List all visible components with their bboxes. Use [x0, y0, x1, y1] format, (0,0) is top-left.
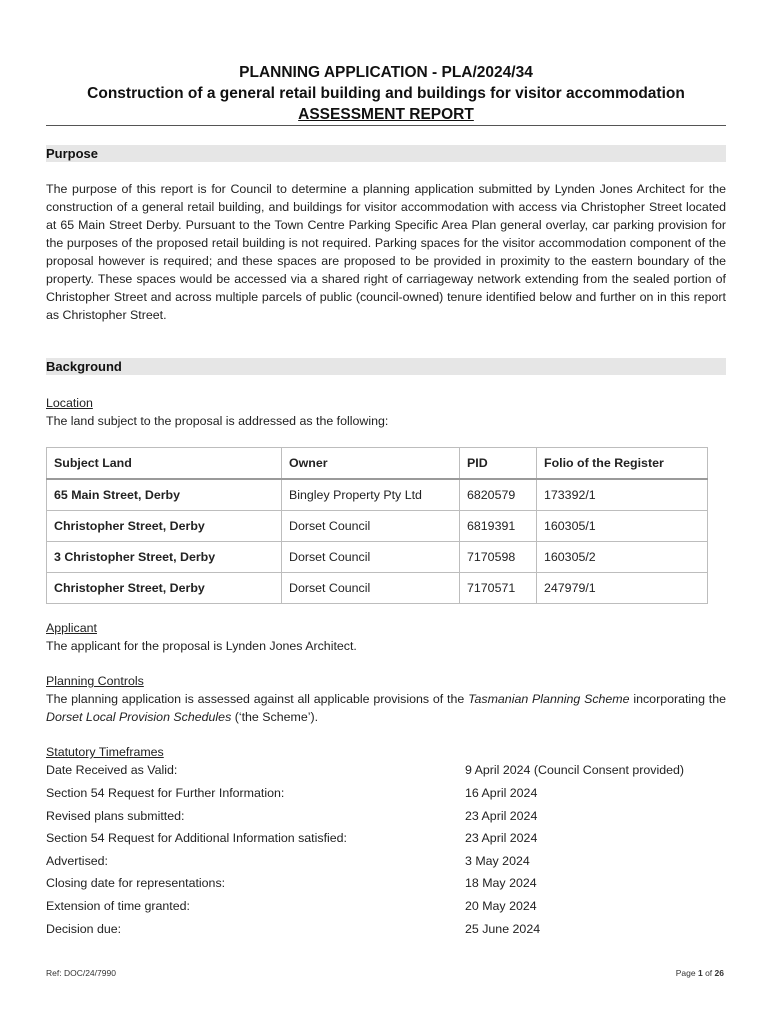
purpose-heading: Purpose: [46, 145, 726, 162]
timeframe-label: Section 54 Request for Additional Information satisfied:: [46, 831, 347, 845]
page-prefix: Page: [675, 968, 698, 978]
scheme-name: Tasmanian Planning Scheme: [468, 692, 630, 706]
cell-pid: 6819391: [460, 511, 537, 542]
background-heading: Background: [46, 358, 726, 375]
subject-land-table: [46, 447, 708, 604]
report-type: ASSESSMENT REPORT: [298, 106, 474, 123]
timeframe-label: Decision due:: [46, 922, 122, 936]
timeframe-value: 3 May 2024: [465, 854, 530, 868]
cell-owner: Bingley Property Pty Ltd: [282, 479, 460, 511]
timeframe-label: Advertised:: [46, 854, 108, 868]
column-header-owner: Owner: [282, 448, 460, 480]
timeframe-value: 20 May 2024: [465, 899, 537, 913]
document-reference: Ref: DOC/24/7990: [46, 968, 116, 978]
column-header-pid: PID: [460, 448, 537, 480]
planning-text-part: (‘the Scheme’).: [231, 710, 319, 724]
cell-subject-land: 65 Main Street, Derby: [47, 479, 282, 511]
current-page: 1: [697, 968, 703, 978]
timeframe-row: [46, 782, 726, 804]
timeframe-row: [46, 872, 726, 894]
timeframe-value: 23 April 2024: [465, 831, 538, 845]
table-header-row: [47, 448, 708, 480]
page-number: [676, 968, 724, 978]
application-description: Construction of a general retail building and buildings for visitor accommodation: [87, 85, 685, 102]
timeframe-value: 9 April 2024 (Council Consent provided): [465, 763, 685, 777]
cell-pid: 7170571: [460, 573, 537, 604]
timeframe-row: [46, 850, 726, 872]
timeframe-value: 16 April 2024: [465, 786, 538, 800]
cell-pid: 7170598: [460, 542, 537, 573]
column-header-subject-land: Subject Land: [47, 448, 282, 480]
report-title: [46, 62, 726, 125]
timeframe-label: Date Received as Valid:: [46, 763, 178, 777]
cell-folio: 160305/2: [537, 542, 708, 573]
schedule-name: Dorset Local Provision Schedules: [46, 710, 232, 724]
total-pages: 26: [714, 968, 724, 978]
page-of: of: [702, 968, 715, 978]
cell-subject-land: Christopher Street, Derby: [47, 573, 282, 604]
cell-pid: 6820579: [460, 479, 537, 511]
application-number: PLANNING APPLICATION - PLA/2024/34: [239, 64, 533, 81]
cell-owner: Dorset Council: [282, 573, 460, 604]
applicant-text: The applicant for the proposal is Lynden Jones Architect.: [46, 639, 357, 653]
cell-subject-land: Christopher Street, Derby: [47, 511, 282, 542]
cell-folio: 247979/1: [537, 573, 708, 604]
table-row: [47, 479, 708, 511]
timeframe-value: 18 May 2024: [465, 876, 537, 890]
timeframe-row: [46, 805, 726, 827]
location-text: The land subject to the proposal is addressed as the following:: [46, 414, 389, 428]
timeframe-row: [46, 918, 726, 940]
planning-controls-text: [46, 690, 726, 726]
cell-folio: 160305/1: [537, 511, 708, 542]
column-header-folio: Folio of the Register: [537, 448, 708, 480]
timeframe-row: [46, 759, 726, 781]
cell-owner: Dorset Council: [282, 542, 460, 573]
cell-owner: Dorset Council: [282, 511, 460, 542]
timeframes-heading: Statutory Timeframes: [46, 745, 164, 759]
purpose-text: The purpose of this report is for Council to determine a planning application submitted by Lynden Jones Architect for the construction of a general retail building, and buildings for visitor accommodation with access via Christopher Street located at 65 Main Street Derby. Pursuant to the Town Centre Parking Specific Area Plan general overlay, car parking provision for the purposes of the proposed retail building is not required. Parking spaces for the visitor accommodation component of the proposal however is required; and these spaces are proposed to be provided in proximity to the eastern boundary of the property. These spaces would be accessed via a shared right of carriageway network extending from the sealed portion of Christopher Street and across multiple parcels of public (council-owned) tenure identified below and further on in this report as Christopher Street.: [46, 182, 726, 322]
planning-text-part: The planning application is assessed against all applicable provisions of the: [46, 692, 469, 706]
timeframe-label: Extension of time granted:: [46, 899, 190, 913]
timeframe-value: 25 June 2024: [465, 922, 541, 936]
timeframe-value: 23 April 2024: [465, 809, 538, 823]
title-divider: [46, 125, 726, 126]
timeframe-label: Closing date for representations:: [46, 876, 226, 890]
planning-controls-heading: Planning Controls: [46, 674, 144, 688]
table-row: [47, 542, 708, 573]
table-row: [47, 573, 708, 604]
cell-subject-land: 3 Christopher Street, Derby: [47, 542, 282, 573]
cell-folio: 173392/1: [537, 479, 708, 511]
timeframe-row: [46, 827, 726, 849]
timeframe-label: Section 54 Request for Further Information:: [46, 786, 285, 800]
timeframe-row: [46, 895, 726, 917]
location-heading: Location: [46, 396, 93, 410]
planning-text-part: incorporating the: [629, 692, 726, 706]
table-row: [47, 511, 708, 542]
applicant-heading: Applicant: [46, 621, 97, 635]
timeframe-label: Revised plans submitted:: [46, 809, 185, 823]
